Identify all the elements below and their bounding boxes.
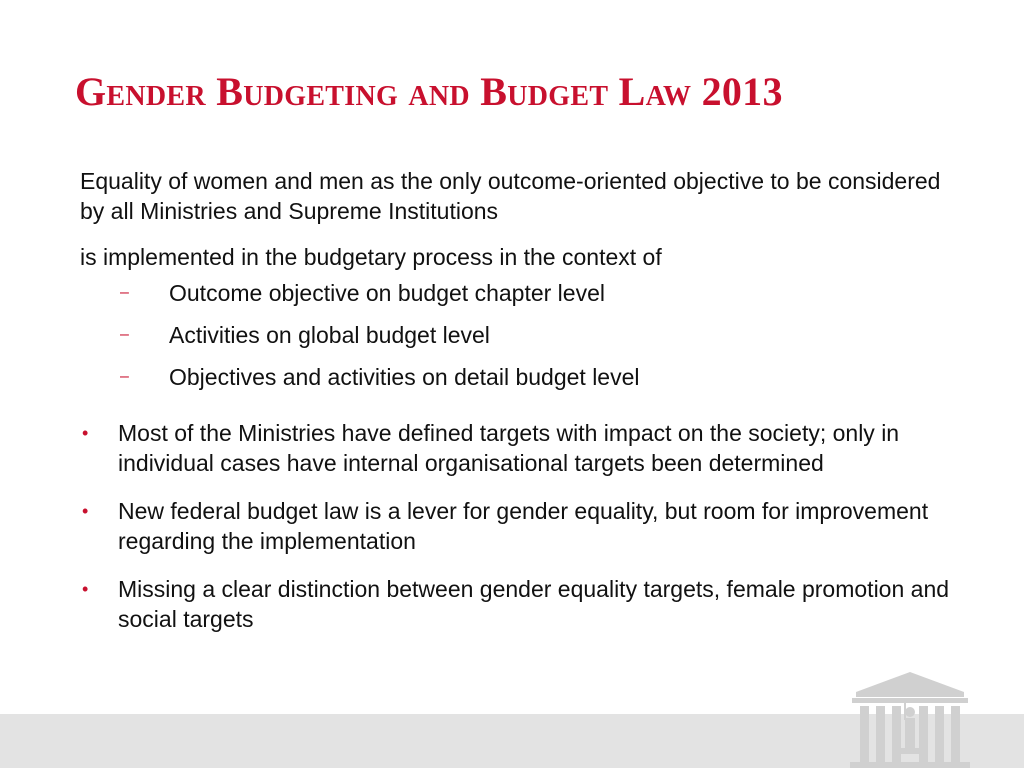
- sub-item: [80, 362, 960, 392]
- bullet-list: [80, 418, 960, 634]
- bullet-text: Missing a clear distinction between gender equality targets, female promotion and social targets: [118, 576, 950, 632]
- bullet-item: [80, 418, 960, 478]
- bullet-marker: •: [82, 501, 89, 521]
- context-text: is implemented in the budgetary process in the context of: [80, 244, 662, 270]
- slide-title: Gender Budgeting and Budget Law 2013: [75, 69, 783, 114]
- dash-marker: –: [120, 368, 129, 385]
- dash-marker: –: [120, 326, 129, 343]
- sub-item-list: [80, 278, 960, 392]
- bullet-marker: •: [82, 579, 89, 599]
- sub-item-text: Objectives and activities on detail budget level: [169, 364, 640, 390]
- dash-marker: –: [120, 284, 129, 301]
- bullet-item: [80, 496, 960, 556]
- sub-item: [80, 320, 960, 350]
- parliament-building-logo-icon: [846, 668, 974, 768]
- bullet-item: [80, 574, 960, 634]
- bullet-text: New federal budget law is a lever for gender equality, but room for improvement regarding the implementation: [118, 498, 929, 554]
- bullet-text: Most of the Ministries have defined targets with impact on the society; only in individual cases have internal organisational targets been determined: [118, 420, 900, 476]
- sub-item-text: Activities on global budget level: [169, 322, 490, 348]
- bullet-marker: •: [82, 423, 89, 443]
- sub-item-text: Outcome objective on budget chapter level: [169, 280, 605, 306]
- intro-text: Equality of women and men as the only outcome-oriented objective to be considered by all Ministries and Supreme Institutions: [80, 168, 941, 224]
- slide-body: [80, 166, 960, 652]
- sub-item: [80, 278, 960, 308]
